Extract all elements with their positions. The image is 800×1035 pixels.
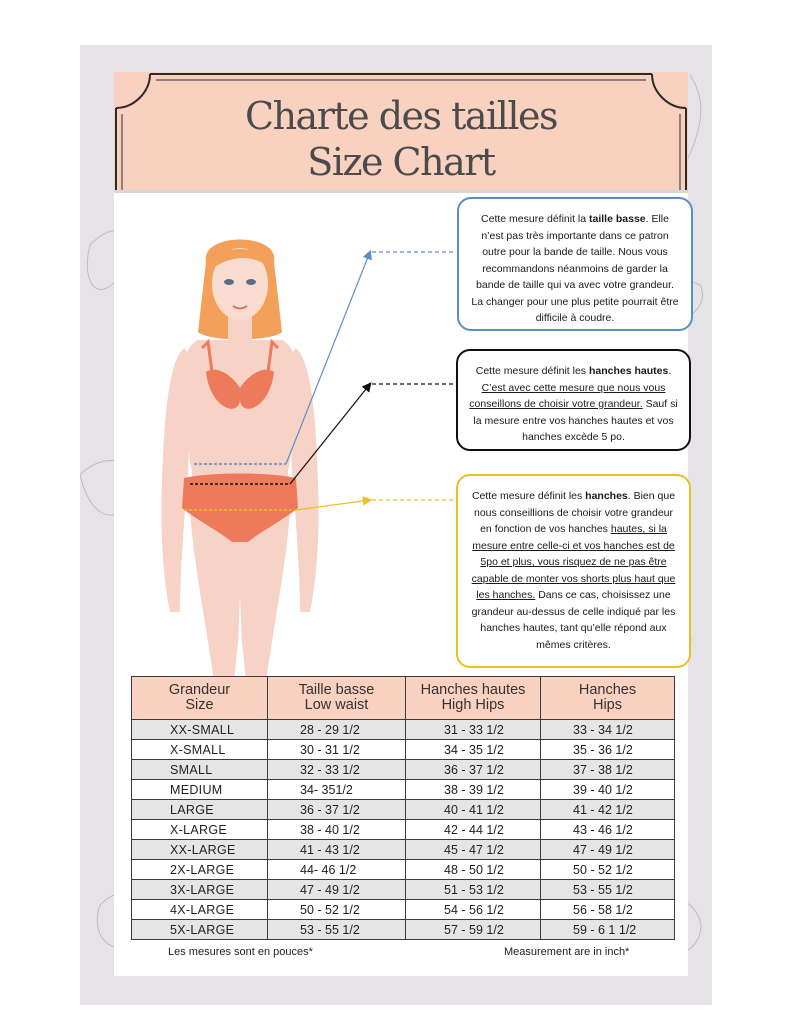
header-high-hips (406, 677, 541, 720)
high-hips-cell: 57 - 59 1/2 (406, 920, 541, 940)
table-row (132, 800, 675, 820)
header-low-waist (268, 677, 406, 720)
high-hips-cell: 36 - 37 1/2 (406, 760, 541, 780)
size-cell: MEDIUM (132, 780, 268, 800)
high-hips-cell: 45 - 47 1/2 (406, 840, 541, 860)
table-row (132, 720, 675, 740)
header-size (132, 677, 268, 720)
low-waist-cell: 32 - 33 1/2 (268, 760, 406, 780)
callout-hips-term: hanches (585, 490, 628, 502)
high-hips-cell: 31 - 33 1/2 (406, 720, 541, 740)
hips-cell: 59 - 6 1 1/2 (541, 920, 675, 940)
hips-cell: 37 - 38 1/2 (541, 760, 675, 780)
size-cell: 2X-LARGE (132, 860, 268, 880)
table-row (132, 860, 675, 880)
low-waist-cell: 44- 46 1/2 (268, 860, 406, 880)
callout-hips-post: . Bien que nous conseillions de choisir votre grandeur en fonction de vos hanches (473, 490, 676, 535)
low-waist-cell: 38 - 40 1/2 (268, 820, 406, 840)
hips-cell: 47 - 49 1/2 (541, 840, 675, 860)
table-row (132, 820, 675, 840)
callout-high-hips-underlined: C’est avec cette mesure que nous vous conseillons de choisir votre grandeur. (469, 381, 666, 410)
hips-cell: 41 - 42 1/2 (541, 800, 675, 820)
page-title-en: Size Chart (307, 140, 495, 184)
size-cell: 3X-LARGE (132, 880, 268, 900)
header-low-waist-fr: Taille basse (298, 682, 375, 698)
hips-cell: 50 - 52 1/2 (541, 860, 675, 880)
table-row (132, 780, 675, 800)
size-cell: 4X-LARGE (132, 900, 268, 920)
callout-hips (456, 474, 691, 668)
callout-low-waist-post: . Elle n’est pas très importante dans ce patron outre pour la bande de taille. Nous vous recommandons néanmoins de garder la bande de taille qui va avec votre grandeur. La changer pour une plus petite pourrait être difficile à coudre. (471, 213, 679, 324)
callout-high-hips-term: hanches hautes (588, 365, 669, 377)
high-hips-cell: 38 - 39 1/2 (406, 780, 541, 800)
table-row (132, 840, 675, 860)
hips-cell: 33 - 34 1/2 (541, 720, 675, 740)
callout-hips-underlined: hautes, si la mesure entre celle-ci et vos hanches est de 5po et plus, vous risquez de ne pas être capable de monter vos shorts plus haut que les hanches. (471, 523, 676, 601)
size-cell: SMALL (132, 760, 268, 780)
callout-low-waist (457, 197, 693, 331)
units-note-fr: Les mesures sont en pouces* (168, 946, 313, 958)
high-hips-cell: 51 - 53 1/2 (406, 880, 541, 900)
units-note-en: Measurement are in inch* (504, 946, 630, 958)
header-hips (541, 677, 675, 720)
size-cell: 5X-LARGE (132, 920, 268, 940)
size-cell: XX-LARGE (132, 840, 268, 860)
callout-hips-tail: Dans ce cas, choisissez une grandeur au-dessus de celle indiqué par les hanches hautes, tant qu’elle répond aux mêmes critères. (471, 589, 676, 651)
low-waist-cell: 34- 351/2 (268, 780, 406, 800)
hips-cell: 53 - 55 1/2 (541, 880, 675, 900)
callout-low-waist-pre: Cette mesure définit la (481, 213, 589, 225)
table-row (132, 760, 675, 780)
header-high-hips-en: High Hips (441, 697, 505, 713)
size-table (131, 676, 675, 940)
low-waist-cell: 41 - 43 1/2 (268, 840, 406, 860)
table-row (132, 920, 675, 940)
high-hips-cell: 48 - 50 1/2 (406, 860, 541, 880)
callout-low-waist-term: taille basse (589, 213, 646, 225)
callout-high-hips-tail: Sauf si la mesure entre vos hanches hautes et vos hanches excède 5 po. (473, 398, 678, 443)
body-figure-illustration (150, 222, 330, 682)
callout-high-hips-pre: Cette mesure définit les (475, 365, 589, 377)
header-high-hips-fr: Hanches hautes (420, 682, 526, 698)
high-hips-cell: 54 - 56 1/2 (406, 900, 541, 920)
header-hips-en: Hips (592, 697, 622, 713)
size-cell: XX-SMALL (132, 720, 268, 740)
table-header-row (132, 677, 675, 720)
high-hips-cell: 34 - 35 1/2 (406, 740, 541, 760)
callout-high-hips-post: . (668, 365, 672, 377)
table-row (132, 900, 675, 920)
table-row (132, 740, 675, 760)
hips-cell: 43 - 46 1/2 (541, 820, 675, 840)
hips-cell: 39 - 40 1/2 (541, 780, 675, 800)
callout-hips-pre: Cette mesure définit les (471, 490, 586, 502)
hips-cell: 35 - 36 1/2 (541, 740, 675, 760)
low-waist-cell: 28 - 29 1/2 (268, 720, 406, 740)
callout-high-hips (456, 349, 691, 451)
low-waist-cell: 53 - 55 1/2 (268, 920, 406, 940)
low-waist-cell: 36 - 37 1/2 (268, 800, 406, 820)
header-size-fr: Grandeur (168, 682, 231, 698)
high-hips-cell: 40 - 41 1/2 (406, 800, 541, 820)
header-hips-fr: Hanches (578, 682, 637, 698)
size-cell: X-LARGE (132, 820, 268, 840)
hips-cell: 56 - 58 1/2 (541, 900, 675, 920)
header-low-waist-en: Low waist (304, 697, 369, 713)
high-hips-cell: 42 - 44 1/2 (406, 820, 541, 840)
page-title-fr: Charte des tailles (245, 94, 557, 138)
header-divider (114, 190, 688, 193)
size-cell: X-SMALL (132, 740, 268, 760)
size-cell: LARGE (132, 800, 268, 820)
low-waist-cell: 50 - 52 1/2 (268, 900, 406, 920)
low-waist-cell: 30 - 31 1/2 (268, 740, 406, 760)
table-row (132, 880, 675, 900)
header-size-en: Size (185, 697, 214, 713)
low-waist-cell: 47 - 49 1/2 (268, 880, 406, 900)
